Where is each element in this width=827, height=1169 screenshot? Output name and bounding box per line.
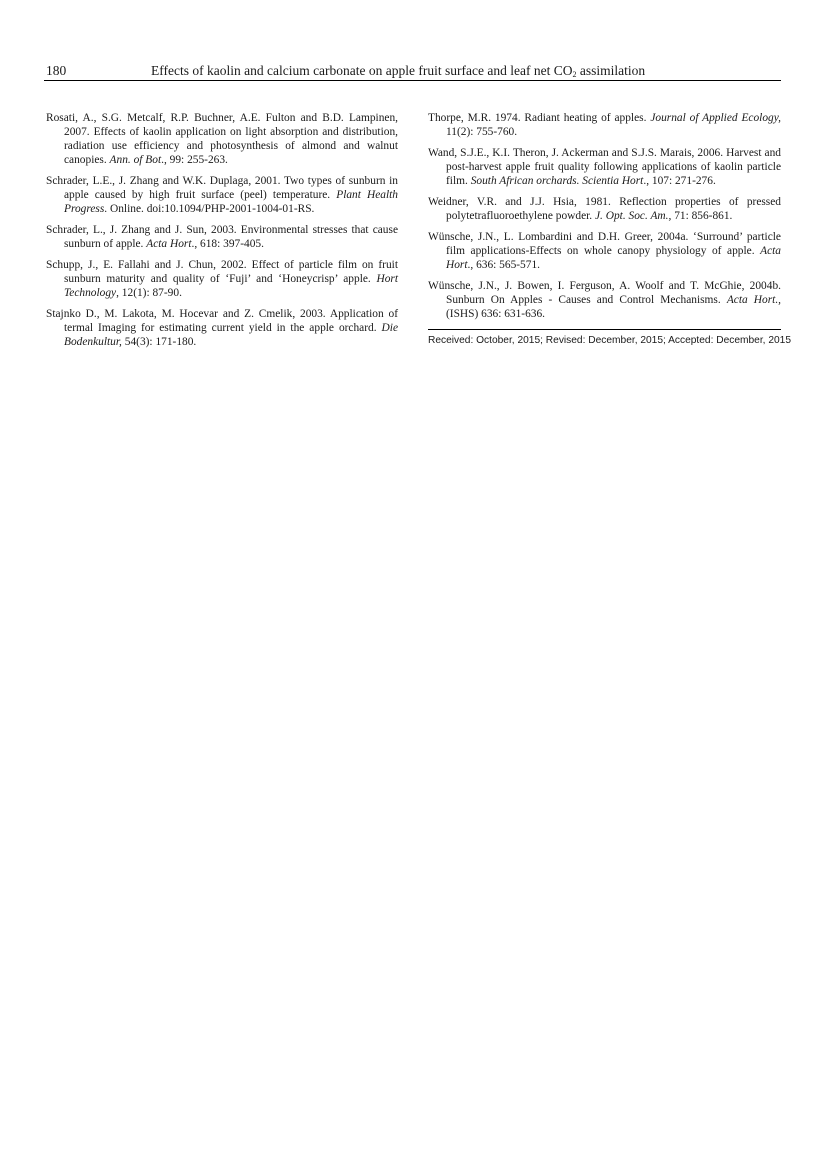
reference-text: Schrader, L., J. Zhang and J. Sun, 2003. Environmental stresses that cause sunburn of apple. <box>46 224 398 250</box>
reference-details: ., 99: 255-263. <box>161 154 228 166</box>
reference-text: Wand, S.J.E., K.I. Theron, J. Ackerman and S.J.S. Marais, 2006. Harvest and post-harvest apple fruit quality following applications of kaolin particle film. <box>428 147 781 187</box>
reference-item <box>428 230 781 272</box>
reference-text: Wünsche, J.N., L. Lombardini and D.H. Greer, 2004a. ‘Surround’ particle film applications-Effects on whole canopy physiology of apple. <box>428 231 781 257</box>
reference-item <box>428 195 781 223</box>
header-rule <box>44 80 781 81</box>
reference-journal: Hort Technology <box>64 273 398 299</box>
reference-journal: Journal of Applied Ecology, <box>650 112 781 124</box>
running-title <box>151 63 645 79</box>
reference-details: ., 107: 271-276. <box>643 175 716 187</box>
reference-item <box>46 174 398 216</box>
reference-journal: Ann. of Bot <box>109 154 162 166</box>
reference-item <box>428 146 781 188</box>
reference-details: ., 618: 397-405. <box>191 238 264 250</box>
reference-details: . Online. doi:10.1094/PHP-2001-1004-01-RS. <box>104 203 315 215</box>
reference-details: , 12(1): 87-90. <box>116 287 182 299</box>
reference-text: Stajnko D., M. Lakota, M. Hocevar and Z. Cmelik, 2003. Application of termal Imaging for estimating current yield in the apple orchard. <box>46 308 398 334</box>
references-right-column <box>428 111 792 348</box>
running-title-end: assimilation <box>576 63 646 78</box>
reference-details: ., 636: 565-571. <box>467 259 540 271</box>
reference-text: Weidner, V.R. and J.J. Hsia, 1981. Reflection properties of pressed polytetrafluoroethylene powder. <box>428 196 781 222</box>
received-rule <box>428 329 781 330</box>
received-dates: Received: October, 2015; Revised: December, 2015; Accepted: December, 2015 <box>428 335 792 346</box>
reference-details: 54(3): 171-180. <box>121 336 197 348</box>
reference-text: Rosati, A., S.G. Metcalf, R.P. Buchner, A.E. Fulton and B.D. Lampinen, 2007. Effects of kaolin application on light absorption and distribution, radiation use efficiency and photosynthesis of almond and walnut canopies. <box>46 112 398 166</box>
reference-item <box>46 307 398 349</box>
reference-details: 11(2): 755-760. <box>446 126 518 138</box>
reference-text: Schupp, J., E. Fallahi and J. Chun, 2002. Effect of particle film on fruit sunburn maturity and quality of ‘Fuji’ and ‘Honeycrisp’ apple. <box>46 259 398 285</box>
reference-journal: Die Bodenkultur, <box>64 322 398 348</box>
reference-text: Schrader, L.E., J. Zhang and W.K. Duplaga, 2001. Two types of sunburn in apple caused by high fruit surface (peel) temperature. <box>46 175 398 201</box>
reference-item <box>46 258 398 300</box>
reference-item <box>46 223 398 251</box>
page-number: 180 <box>46 63 67 78</box>
reference-details: (ISHS) 636: 631-636. <box>446 308 546 320</box>
reference-journal: Acta Hort <box>146 238 192 250</box>
reference-text: Wünsche, J.N., J. Bowen, I. Ferguson, A. Woolf and T. McGhie, 2004b. Sunburn On Apples - Causes and Control Mechanisms. <box>428 280 781 306</box>
references-left-column <box>46 111 398 356</box>
reference-journal: South African orchards. Scientia Hort <box>470 175 644 187</box>
reference-text: Thorpe, M.R. 1974. Radiant heating of apples. <box>428 112 651 124</box>
reference-journal: Acta Hort <box>446 245 781 271</box>
reference-item <box>46 111 398 167</box>
running-title-subscript: 2 <box>572 70 577 79</box>
running-title-main: Effects of kaolin and calcium carbonate on apple fruit surface and leaf net CO <box>151 63 573 78</box>
reference-journal: J. Opt. Soc. Am., <box>594 210 672 222</box>
reference-item <box>428 111 781 139</box>
reference-item <box>428 279 781 321</box>
reference-journal: Plant Health Progress <box>64 189 398 215</box>
reference-journal: Acta Hort., <box>726 294 782 306</box>
reference-details: 71: 856-861. <box>671 210 733 222</box>
